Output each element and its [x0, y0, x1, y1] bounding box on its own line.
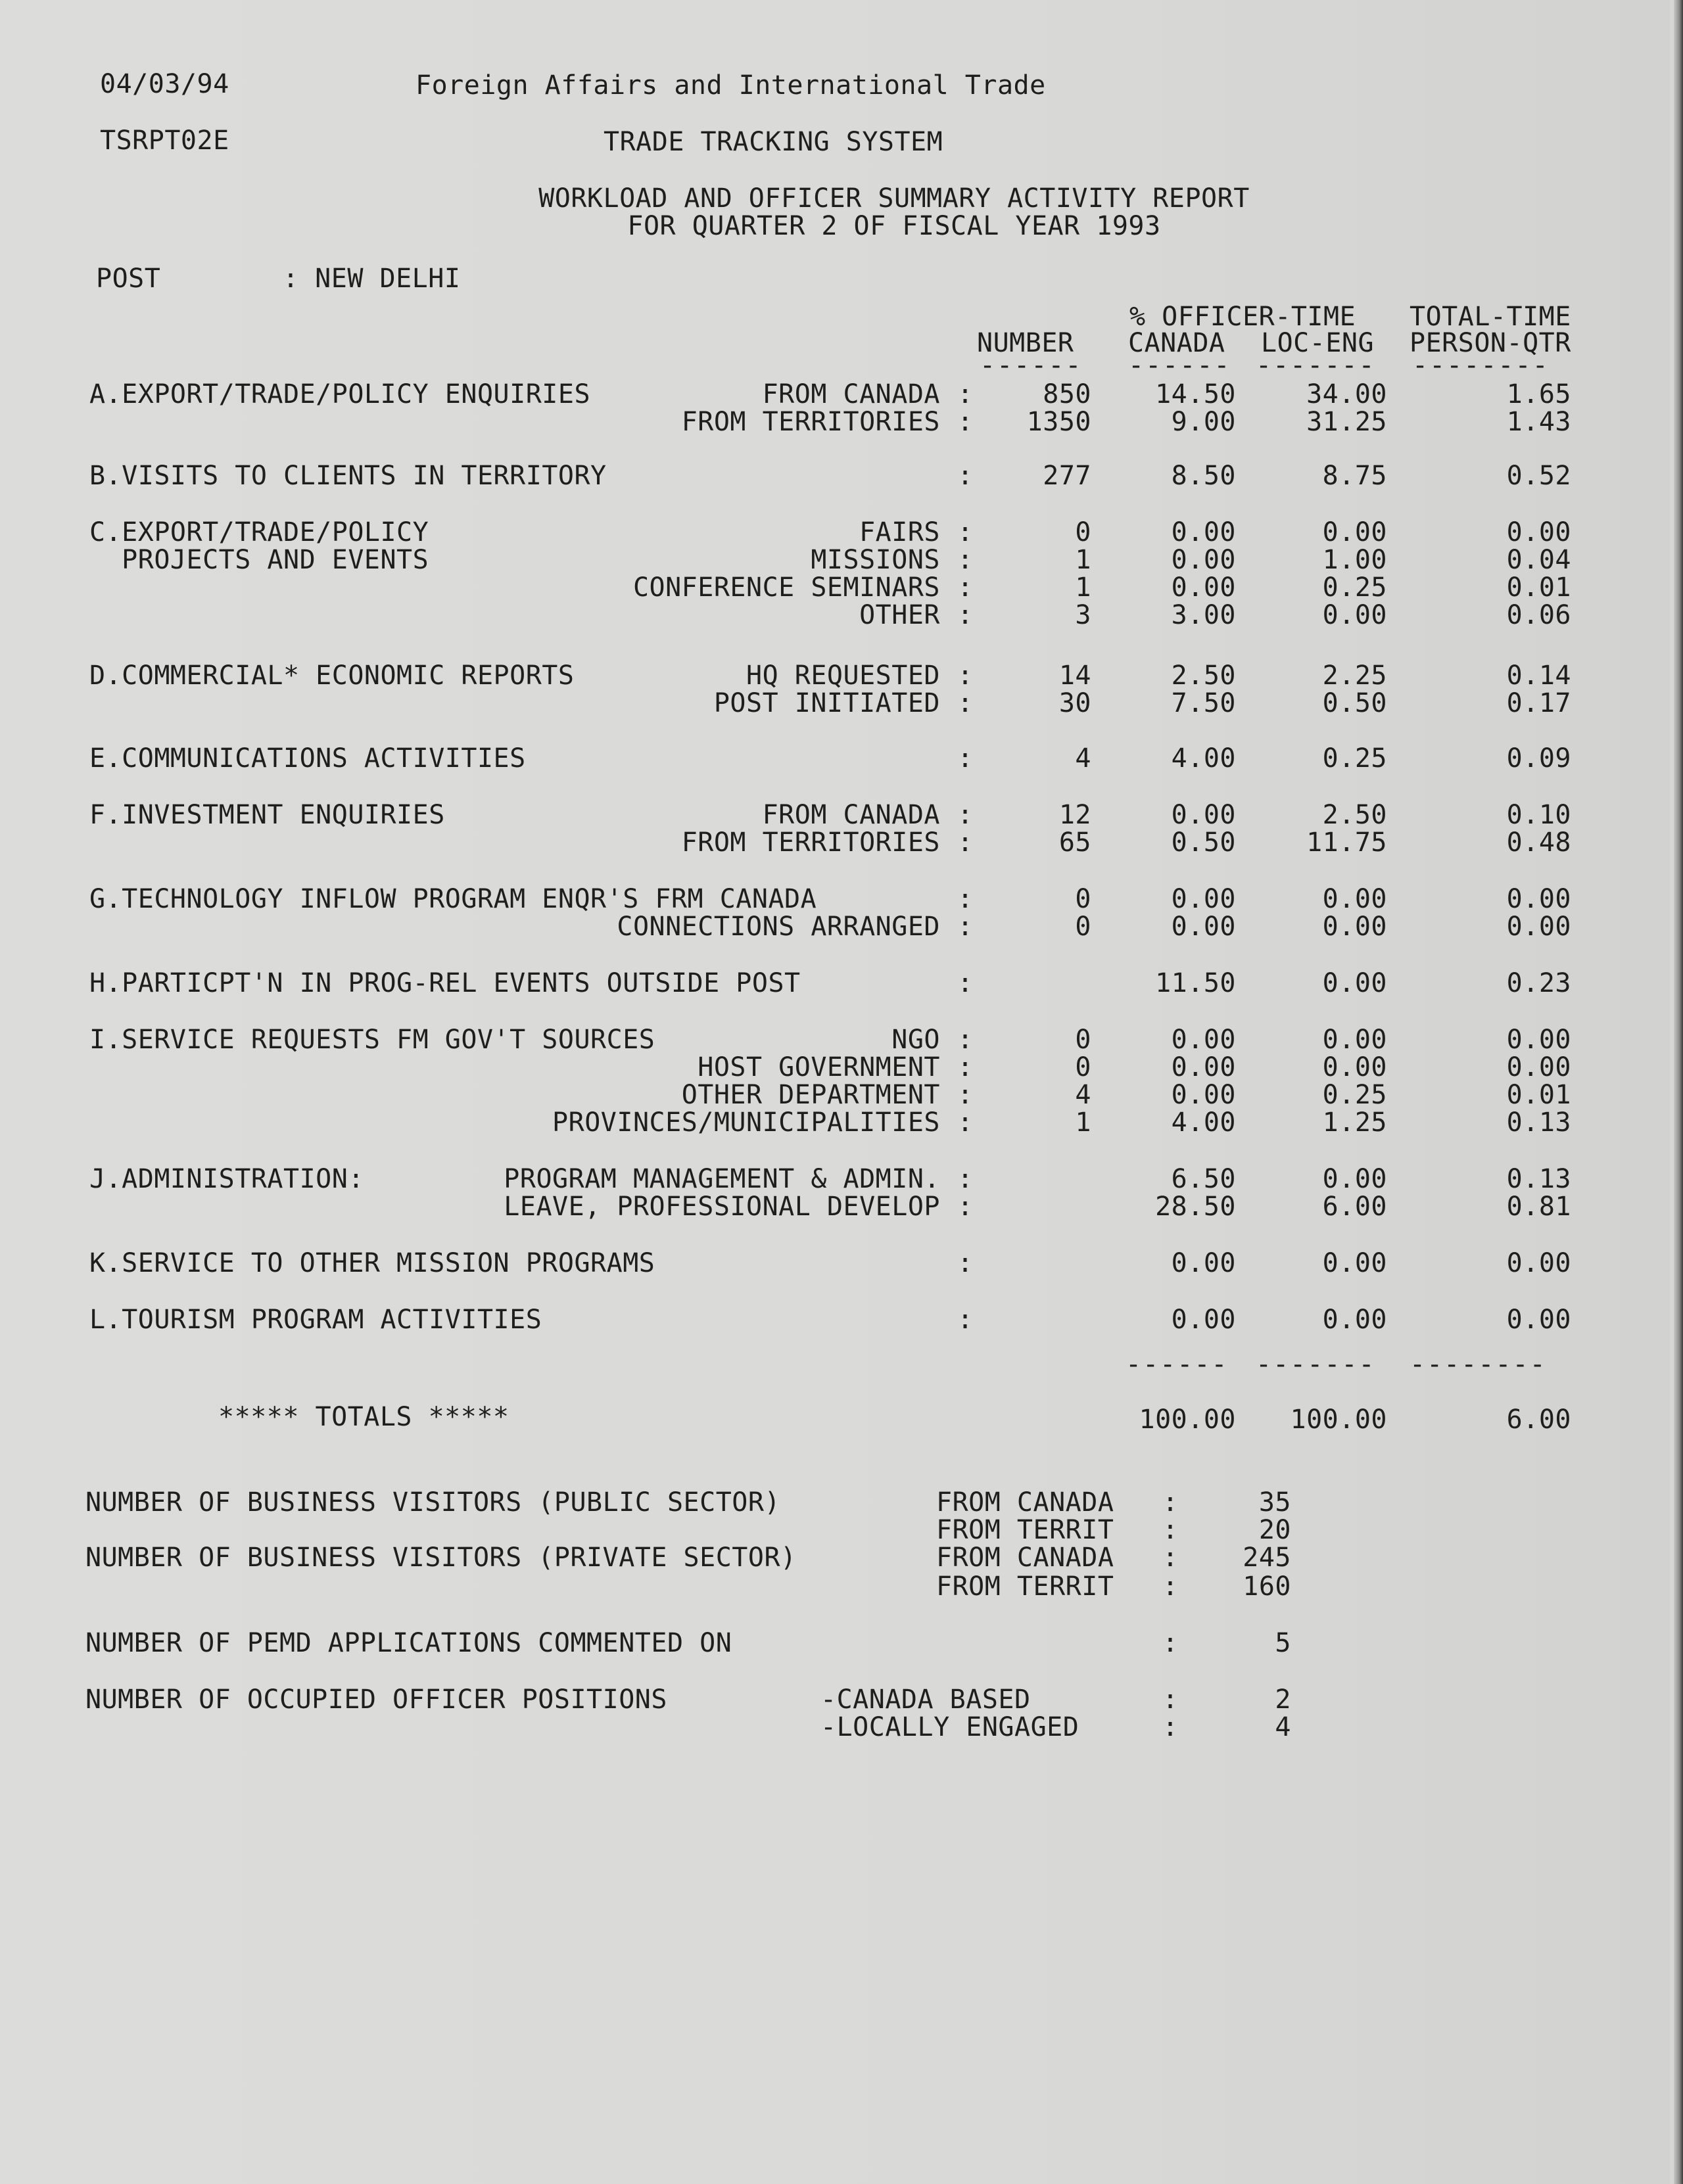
totals-rule-loc-eng: ------- [1256, 1349, 1376, 1380]
row-loc-eng-pct: 31.25 [1306, 407, 1387, 437]
row-person-qtr: 0.13 [1506, 1164, 1571, 1194]
row-category-label: PROJECTS AND EVENTS [89, 545, 429, 575]
row-canada-pct: 4.00 [1171, 1107, 1236, 1138]
row-number: 1 [1075, 572, 1091, 603]
row-subcategory-label: HOST GOVERNMENT [698, 1052, 940, 1082]
row-canada-pct: 0.00 [1171, 1080, 1236, 1110]
positions-colon: : [1162, 1712, 1179, 1742]
row-person-qtr: 0.13 [1506, 1107, 1571, 1138]
row-number: 14 [1058, 661, 1091, 691]
row-subcategory-label: FROM TERRITORIES [681, 407, 940, 437]
totals-label: ***** TOTALS ***** [218, 1402, 510, 1432]
row-canada-pct: 7.50 [1171, 688, 1236, 718]
row-number: 4 [1075, 743, 1091, 774]
row-category-label: H.PARTICPT'N IN PROG-REL EVENTS OUTSIDE POST [89, 968, 801, 998]
row-separator-colon: : [957, 743, 974, 774]
row-subcategory-label: FAIRS [859, 517, 940, 547]
row-canada-pct: 6.50 [1171, 1164, 1236, 1194]
visitor-source: FROM CANADA [936, 1543, 1114, 1573]
row-subcategory-label: PROVINCES/MUNICIPALITIES [552, 1107, 940, 1138]
row-person-qtr: 0.00 [1506, 517, 1571, 547]
row-subcategory-label: PROGRAM MANAGEMENT & ADMIN. [504, 1164, 940, 1194]
row-canada-pct: 0.00 [1171, 884, 1236, 914]
row-canada-pct: 4.00 [1171, 743, 1236, 774]
row-number: 0 [1075, 1052, 1091, 1082]
visitor-colon: : [1162, 1515, 1179, 1545]
pemd-label: NUMBER OF PEMD APPLICATIONS COMMENTED ON [85, 1628, 732, 1658]
row-loc-eng-pct: 34.00 [1306, 379, 1387, 409]
row-loc-eng-pct: 0.25 [1322, 743, 1387, 774]
report-period: FOR QUARTER 2 OF FISCAL YEAR 1993 [627, 211, 1161, 241]
row-category-label: D.COMMERCIAL* ECONOMIC REPORTS [89, 661, 575, 691]
row-loc-eng-pct: 0.25 [1322, 1080, 1387, 1110]
report-date: 04/03/94 [100, 69, 229, 99]
row-loc-eng-pct: 0.00 [1322, 1305, 1387, 1335]
row-loc-eng-pct: 6.00 [1322, 1192, 1387, 1222]
row-loc-eng-pct: 2.25 [1322, 661, 1387, 691]
report-code: TSRPT02E [100, 126, 229, 156]
positions-label: NUMBER OF OCCUPIED OFFICER POSITIONS [85, 1684, 667, 1715]
department-name: Foreign Affairs and International Trade [415, 70, 1046, 101]
row-person-qtr: 0.00 [1506, 1025, 1571, 1055]
row-category-label: J.ADMINISTRATION: [89, 1164, 364, 1194]
totals-person-qtr: 6.00 [1506, 1405, 1571, 1435]
row-person-qtr: 0.17 [1506, 688, 1571, 718]
totals-rule-canada: ------ [1126, 1349, 1229, 1380]
page-edge-shadow [1674, 0, 1683, 2184]
report-title: WORKLOAD AND OFFICER SUMMARY ACTIVITY REPORT [538, 183, 1250, 214]
rule-person-qtr: -------- [1412, 350, 1550, 381]
positions-count: 2 [1275, 1684, 1291, 1715]
row-person-qtr: 0.00 [1506, 1305, 1571, 1335]
visitor-count: 160 [1243, 1571, 1291, 1602]
row-canada-pct: 11.50 [1155, 968, 1236, 998]
row-subcategory-label: OTHER DEPARTMENT [681, 1080, 940, 1110]
row-canada-pct: 14.50 [1155, 379, 1236, 409]
row-separator-colon: : [957, 572, 974, 603]
col-header-total-time: TOTAL-TIME [1410, 302, 1571, 332]
row-canada-pct: 8.50 [1171, 461, 1236, 491]
pemd-count: 5 [1275, 1628, 1291, 1658]
row-subcategory-label: FROM TERRITORIES [681, 827, 940, 858]
row-number: 850 [1043, 379, 1091, 409]
row-subcategory-label: HQ REQUESTED [746, 661, 940, 691]
visitor-label: NUMBER OF BUSINESS VISITORS (PRIVATE SECTOR) [85, 1543, 797, 1573]
row-separator-colon: : [957, 688, 974, 718]
col-header-number: NUMBER [977, 328, 1074, 358]
row-separator-colon: : [957, 545, 974, 575]
visitor-count: 245 [1243, 1543, 1291, 1573]
row-number: 0 [1075, 912, 1091, 942]
row-separator-colon: : [957, 1025, 974, 1055]
row-loc-eng-pct: 0.00 [1322, 600, 1387, 630]
row-canada-pct: 0.00 [1171, 1025, 1236, 1055]
row-canada-pct: 0.00 [1171, 800, 1236, 830]
row-subcategory-label: CONNECTIONS ARRANGED [617, 912, 940, 942]
row-loc-eng-pct: 2.50 [1322, 800, 1387, 830]
row-category-label: F.INVESTMENT ENQUIRIES [89, 800, 445, 830]
col-header-officer-time: % OFFICER-TIME [1129, 302, 1356, 332]
row-category-label: A.EXPORT/TRADE/POLICY ENQUIRIES [89, 379, 591, 409]
row-person-qtr: 1.43 [1506, 407, 1571, 437]
row-loc-eng-pct: 8.75 [1322, 461, 1387, 491]
positions-colon: : [1162, 1684, 1179, 1715]
col-header-loc-eng: LOC-ENG [1261, 328, 1375, 358]
row-separator-colon: : [957, 1052, 974, 1082]
row-person-qtr: 0.00 [1506, 884, 1571, 914]
row-canada-pct: 0.00 [1171, 517, 1236, 547]
row-subcategory-label: FROM CANADA [762, 800, 940, 830]
row-subcategory-label: OTHER [859, 600, 940, 630]
positions-count: 4 [1275, 1712, 1291, 1742]
post-value: : NEW DELHI [283, 264, 461, 294]
post-label: POST [96, 264, 161, 294]
totals-loc-eng: 100.00 [1290, 1405, 1387, 1435]
row-loc-eng-pct: 0.00 [1322, 1025, 1387, 1055]
visitor-colon: : [1162, 1543, 1179, 1573]
col-header-person-qtr: PERSON-QTR [1410, 328, 1571, 358]
row-person-qtr: 1.65 [1506, 379, 1571, 409]
row-subcategory-label: LEAVE, PROFESSIONAL DEVELOP [504, 1192, 940, 1222]
row-person-qtr: 0.00 [1506, 1248, 1571, 1278]
row-canada-pct: 0.00 [1171, 545, 1236, 575]
visitor-label: NUMBER OF BUSINESS VISITORS (PUBLIC SECTOR) [85, 1487, 781, 1518]
row-subcategory-label: CONFERENCE SEMINARS [632, 572, 940, 603]
row-number: 3 [1075, 600, 1091, 630]
visitor-source: FROM TERRIT [936, 1571, 1114, 1602]
system-name: TRADE TRACKING SYSTEM [604, 127, 943, 157]
totals-rule-person-qtr: -------- [1410, 1349, 1547, 1380]
row-number: 0 [1075, 1025, 1091, 1055]
visitor-colon: : [1162, 1487, 1179, 1518]
visitor-count: 20 [1258, 1515, 1291, 1545]
totals-canada: 100.00 [1139, 1405, 1236, 1435]
positions-type: -LOCALLY ENGAGED [820, 1712, 1079, 1742]
row-separator-colon: : [957, 1192, 974, 1222]
row-category-label: E.COMMUNICATIONS ACTIVITIES [89, 743, 526, 774]
visitor-count: 35 [1258, 1487, 1291, 1518]
row-loc-eng-pct: 0.25 [1322, 572, 1387, 603]
row-subcategory-label: MISSIONS [811, 545, 940, 575]
row-person-qtr: 0.01 [1506, 1080, 1571, 1110]
row-person-qtr: 0.06 [1506, 600, 1571, 630]
row-person-qtr: 0.52 [1506, 461, 1571, 491]
row-subcategory-label: POST INITIATED [713, 688, 940, 718]
row-separator-colon: : [957, 912, 974, 942]
row-category-label: I.SERVICE REQUESTS FM GOV'T SOURCES [89, 1025, 655, 1055]
row-loc-eng-pct: 0.00 [1322, 1052, 1387, 1082]
row-person-qtr: 0.00 [1506, 1052, 1571, 1082]
row-category-label: L.TOURISM PROGRAM ACTIVITIES [89, 1305, 542, 1335]
row-subcategory-label: NGO [891, 1025, 940, 1055]
row-number: 30 [1058, 688, 1091, 718]
row-canada-pct: 0.00 [1171, 1052, 1236, 1082]
row-category-label: C.EXPORT/TRADE/POLICY [89, 517, 429, 547]
row-category-label: B.VISITS TO CLIENTS IN TERRITORY [89, 461, 607, 491]
row-category-label: G.TECHNOLOGY INFLOW PROGRAM ENQR'S FRM CANADA [89, 884, 817, 914]
row-loc-eng-pct: 0.00 [1322, 517, 1387, 547]
col-header-canada: CANADA [1128, 328, 1225, 358]
row-separator-colon: : [957, 1305, 974, 1335]
row-canada-pct: 0.00 [1171, 1305, 1236, 1335]
row-person-qtr: 0.81 [1506, 1192, 1571, 1222]
row-number: 1 [1075, 1107, 1091, 1138]
row-number: 12 [1058, 800, 1091, 830]
row-number: 65 [1058, 827, 1091, 858]
row-subcategory-label: FROM CANADA [762, 379, 940, 409]
row-canada-pct: 9.00 [1171, 407, 1236, 437]
visitor-source: FROM TERRIT [936, 1515, 1114, 1545]
row-loc-eng-pct: 0.50 [1322, 688, 1387, 718]
row-canada-pct: 3.00 [1171, 600, 1236, 630]
row-loc-eng-pct: 11.75 [1306, 827, 1387, 858]
rule-canada: ------ [1128, 350, 1231, 381]
row-category-label: K.SERVICE TO OTHER MISSION PROGRAMS [89, 1248, 655, 1278]
row-loc-eng-pct: 0.00 [1322, 968, 1387, 998]
visitor-source: FROM CANADA [936, 1487, 1114, 1518]
row-loc-eng-pct: 1.25 [1322, 1107, 1387, 1138]
row-separator-colon: : [957, 461, 974, 491]
row-canada-pct: 0.50 [1171, 827, 1236, 858]
row-person-qtr: 0.14 [1506, 661, 1571, 691]
row-canada-pct: 0.00 [1171, 912, 1236, 942]
row-separator-colon: : [957, 379, 974, 409]
row-person-qtr: 0.10 [1506, 800, 1571, 830]
row-separator-colon: : [957, 517, 974, 547]
row-separator-colon: : [957, 800, 974, 830]
row-separator-colon: : [957, 884, 974, 914]
rule-loc-eng: ------- [1256, 350, 1376, 381]
row-person-qtr: 0.48 [1506, 827, 1571, 858]
row-person-qtr: 0.01 [1506, 572, 1571, 603]
row-separator-colon: : [957, 1080, 974, 1110]
row-separator-colon: : [957, 600, 974, 630]
row-separator-colon: : [957, 827, 974, 858]
row-number: 277 [1043, 461, 1091, 491]
visitor-colon: : [1162, 1571, 1179, 1602]
row-canada-pct: 0.00 [1171, 1248, 1236, 1278]
row-canada-pct: 0.00 [1171, 572, 1236, 603]
positions-type: -CANADA BASED [820, 1684, 1031, 1715]
row-loc-eng-pct: 0.00 [1322, 1164, 1387, 1194]
row-loc-eng-pct: 0.00 [1322, 912, 1387, 942]
row-loc-eng-pct: 1.00 [1322, 545, 1387, 575]
row-number: 0 [1075, 884, 1091, 914]
row-number: 1 [1075, 545, 1091, 575]
row-separator-colon: : [957, 1248, 974, 1278]
row-number: 0 [1075, 517, 1091, 547]
row-person-qtr: 0.23 [1506, 968, 1571, 998]
row-separator-colon: : [957, 968, 974, 998]
row-separator-colon: : [957, 1164, 974, 1194]
row-loc-eng-pct: 0.00 [1322, 884, 1387, 914]
pemd-colon: : [1162, 1628, 1179, 1658]
row-canada-pct: 28.50 [1155, 1192, 1236, 1222]
row-number: 1350 [1026, 407, 1091, 437]
row-person-qtr: 0.00 [1506, 912, 1571, 942]
row-separator-colon: : [957, 407, 974, 437]
row-separator-colon: : [957, 1107, 974, 1138]
row-loc-eng-pct: 0.00 [1322, 1248, 1387, 1278]
row-person-qtr: 0.09 [1506, 743, 1571, 774]
row-number: 4 [1075, 1080, 1091, 1110]
row-canada-pct: 2.50 [1171, 661, 1236, 691]
row-person-qtr: 0.04 [1506, 545, 1571, 575]
row-separator-colon: : [957, 661, 974, 691]
rule-number: ------ [980, 350, 1083, 381]
